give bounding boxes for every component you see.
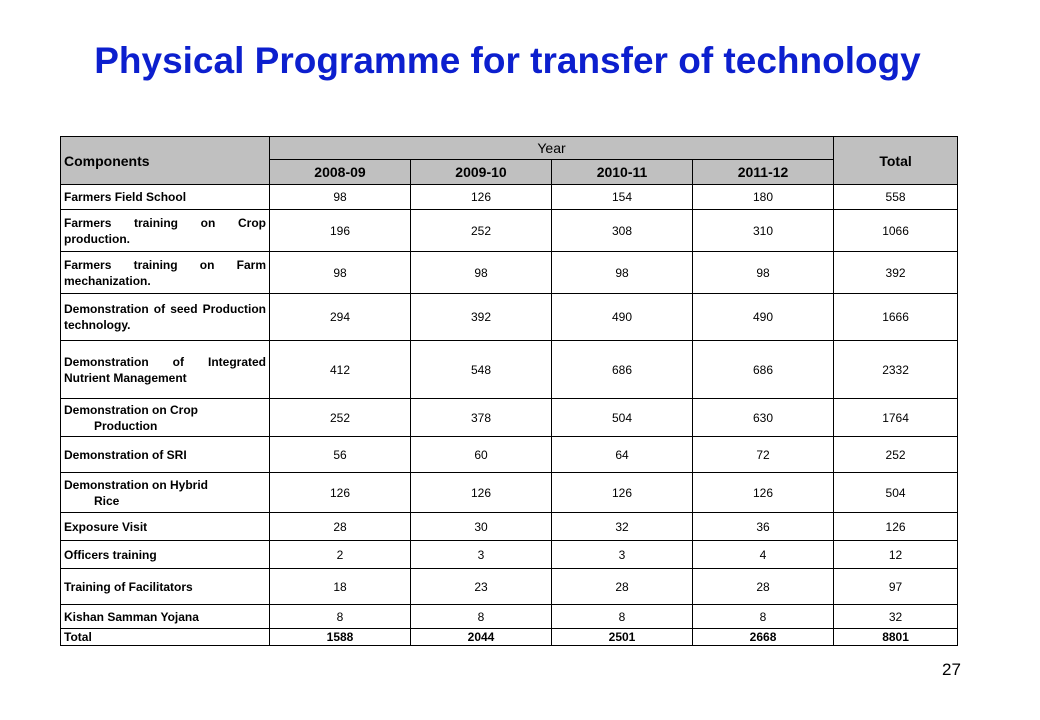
header-total: Total xyxy=(834,137,958,185)
header-year-2010-11: 2010-11 xyxy=(552,160,693,185)
table-row xyxy=(61,473,958,513)
cell-total: 558 xyxy=(834,185,958,210)
cell-value: 8 xyxy=(411,605,552,629)
header-row-1 xyxy=(61,137,958,160)
cell-total: 12 xyxy=(834,541,958,569)
total-label: Total xyxy=(61,629,270,646)
cell-value: 196 xyxy=(270,210,411,252)
cell-value: 23 xyxy=(411,569,552,605)
cell-value: 310 xyxy=(693,210,834,252)
total-value: 2668 xyxy=(693,629,834,646)
cell-total: 32 xyxy=(834,605,958,629)
cell-value: 686 xyxy=(552,341,693,399)
grand-total: 8801 xyxy=(834,629,958,646)
cell-value: 3 xyxy=(552,541,693,569)
cell-value: 98 xyxy=(693,252,834,294)
row-label: Demonstration of Integrated Nutrient Management xyxy=(61,341,270,399)
table-row xyxy=(61,341,958,399)
cell-value: 252 xyxy=(270,399,411,437)
row-label: Farmers training on Crop production. xyxy=(61,210,270,252)
table-total-row xyxy=(61,629,958,646)
row-label-line-2: Production xyxy=(94,418,158,433)
cell-value: 56 xyxy=(270,437,411,473)
cell-value: 2 xyxy=(270,541,411,569)
total-value: 2501 xyxy=(552,629,693,646)
cell-value: 3 xyxy=(411,541,552,569)
header-year-2008-09: 2008-09 xyxy=(270,160,411,185)
cell-total: 1066 xyxy=(834,210,958,252)
row-label: Farmers training on Farm mechanization. xyxy=(61,252,270,294)
cell-value: 18 xyxy=(270,569,411,605)
cell-value: 8 xyxy=(693,605,834,629)
cell-total: 2332 xyxy=(834,341,958,399)
cell-value: 72 xyxy=(693,437,834,473)
cell-value: 126 xyxy=(411,473,552,513)
table-row xyxy=(61,210,958,252)
cell-value: 686 xyxy=(693,341,834,399)
total-value: 2044 xyxy=(411,629,552,646)
header-year-2011-12: 2011-12 xyxy=(693,160,834,185)
page-number: 27 xyxy=(942,660,961,679)
cell-value: 294 xyxy=(270,294,411,341)
table-row xyxy=(61,294,958,341)
row-label xyxy=(61,399,270,437)
cell-total: 1764 xyxy=(834,399,958,437)
cell-value: 180 xyxy=(693,185,834,210)
cell-value: 30 xyxy=(411,513,552,541)
cell-value: 126 xyxy=(693,473,834,513)
table-row xyxy=(61,437,958,473)
row-label: Kishan Samman Yojana xyxy=(61,605,270,629)
header-year: Year xyxy=(270,137,834,160)
row-label: Farmers Field School xyxy=(61,185,270,210)
row-label: Demonstration of SRI xyxy=(61,437,270,473)
cell-value: 548 xyxy=(411,341,552,399)
programme-table xyxy=(60,136,958,646)
cell-total: 252 xyxy=(834,437,958,473)
row-label-line-1: Demonstration on Hybrid xyxy=(64,477,209,492)
cell-value: 98 xyxy=(270,185,411,210)
cell-value: 504 xyxy=(552,399,693,437)
cell-value: 60 xyxy=(411,437,552,473)
page-title: Physical Programme for transfer of technology xyxy=(94,40,921,81)
cell-value: 126 xyxy=(270,473,411,513)
cell-total: 97 xyxy=(834,569,958,605)
header-components: Components xyxy=(61,137,270,185)
table-row xyxy=(61,605,958,629)
cell-total: 1666 xyxy=(834,294,958,341)
row-label xyxy=(61,473,270,513)
cell-value: 98 xyxy=(552,252,693,294)
row-label: Demonstration of seed Production technology. xyxy=(61,294,270,341)
cell-value: 64 xyxy=(552,437,693,473)
row-label-line-1: Demonstration on Crop xyxy=(64,402,198,417)
cell-value: 630 xyxy=(693,399,834,437)
cell-value: 28 xyxy=(552,569,693,605)
table-row xyxy=(61,541,958,569)
row-label-line-2: Rice xyxy=(94,493,120,508)
cell-total: 392 xyxy=(834,252,958,294)
cell-value: 154 xyxy=(552,185,693,210)
cell-value: 126 xyxy=(411,185,552,210)
row-label: Training of Facilitators xyxy=(61,569,270,605)
total-value: 1588 xyxy=(270,629,411,646)
cell-value: 308 xyxy=(552,210,693,252)
cell-total: 126 xyxy=(834,513,958,541)
cell-value: 490 xyxy=(552,294,693,341)
cell-value: 378 xyxy=(411,399,552,437)
cell-value: 28 xyxy=(270,513,411,541)
cell-value: 8 xyxy=(552,605,693,629)
table-row xyxy=(61,569,958,605)
cell-value: 490 xyxy=(693,294,834,341)
cell-value: 8 xyxy=(270,605,411,629)
table-row xyxy=(61,185,958,210)
cell-value: 412 xyxy=(270,341,411,399)
cell-value: 98 xyxy=(411,252,552,294)
table-row xyxy=(61,513,958,541)
cell-value: 32 xyxy=(552,513,693,541)
cell-value: 28 xyxy=(693,569,834,605)
cell-value: 36 xyxy=(693,513,834,541)
cell-value: 4 xyxy=(693,541,834,569)
cell-total: 504 xyxy=(834,473,958,513)
header-year-2009-10: 2009-10 xyxy=(411,160,552,185)
cell-value: 392 xyxy=(411,294,552,341)
cell-value: 98 xyxy=(270,252,411,294)
row-label: Exposure Visit xyxy=(61,513,270,541)
cell-value: 252 xyxy=(411,210,552,252)
table-row xyxy=(61,252,958,294)
cell-value: 126 xyxy=(552,473,693,513)
row-label: Officers training xyxy=(61,541,270,569)
table-row xyxy=(61,399,958,437)
